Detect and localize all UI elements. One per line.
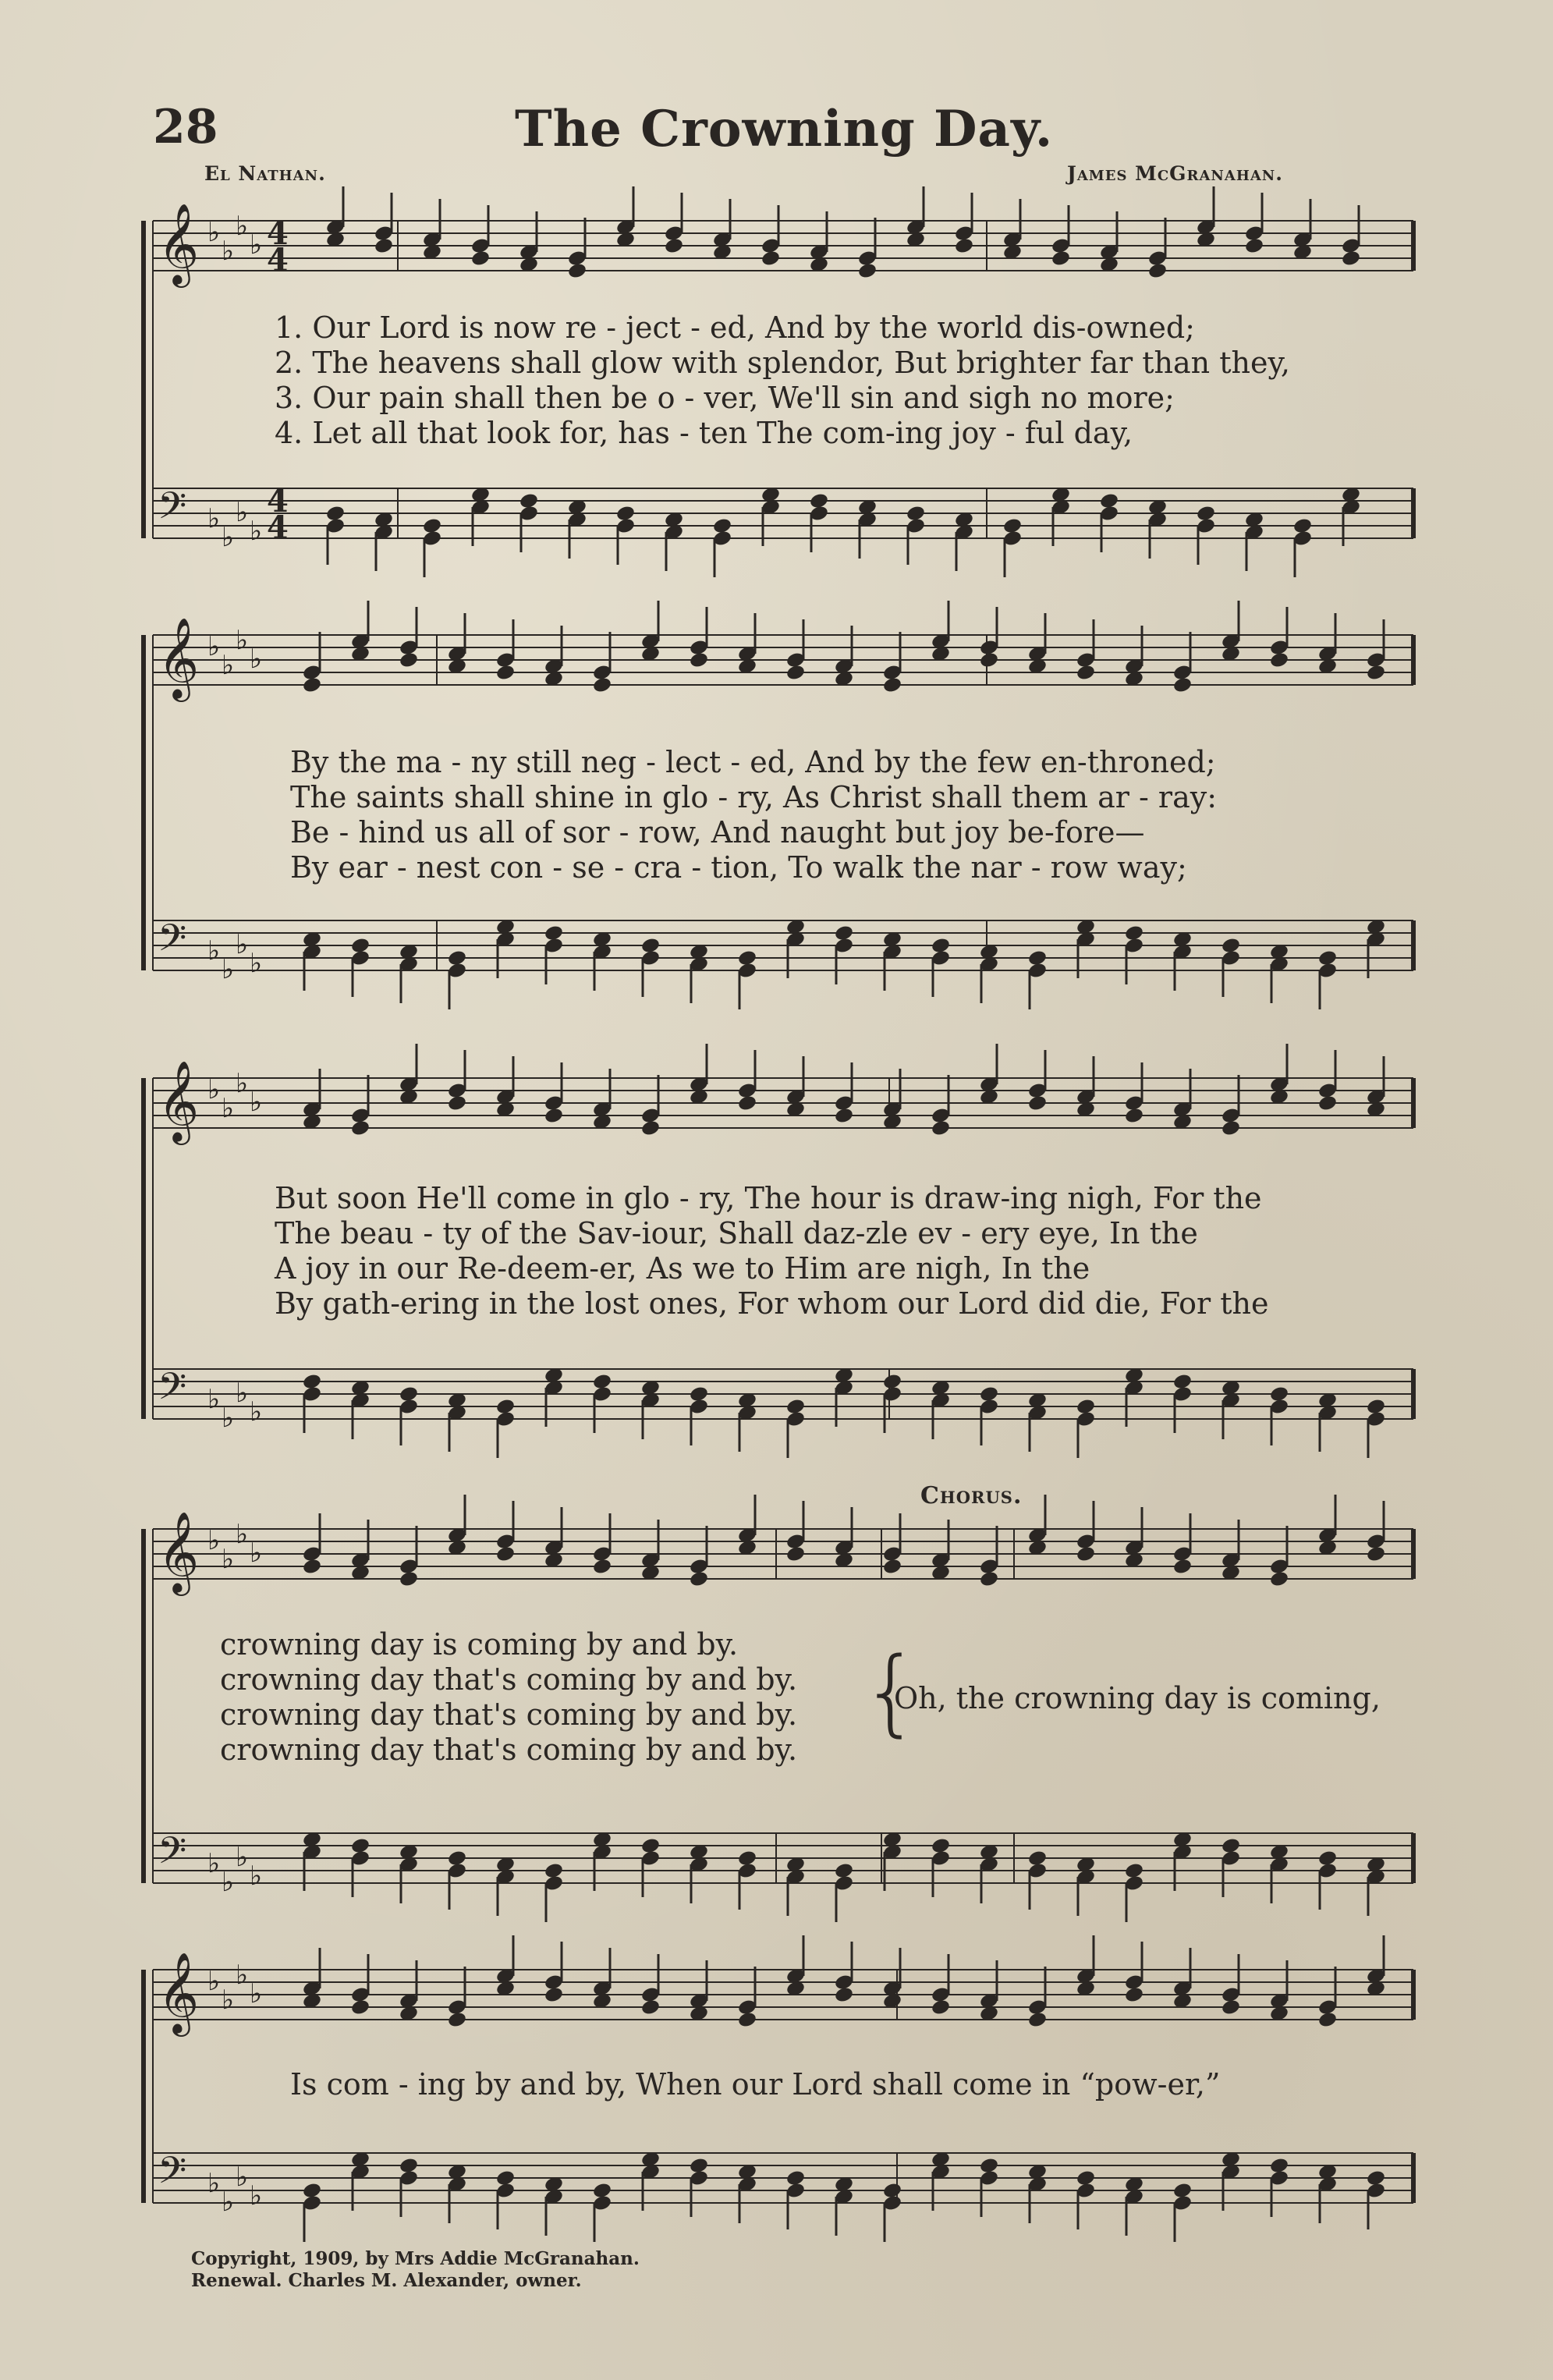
flat-icon: ♭ xyxy=(250,948,263,979)
chorus-line-2: Is com - ing by and by, When our Lord shall come in “pow-er,” xyxy=(290,2067,1221,2102)
copyright-notice xyxy=(191,2248,640,2292)
copyright-line-2: Renewal. Charles M. Alexander, owner. xyxy=(191,2270,582,2291)
treble-clef-icon: 𝄞 xyxy=(158,203,200,285)
lyric-line: 3. Our pain shall then be o - ver, We'll sin and sigh no more; xyxy=(275,381,1175,415)
flat-icon: ♭ xyxy=(250,1396,263,1428)
note-head xyxy=(834,1107,854,1125)
note-head xyxy=(1076,1545,1096,1563)
note-head xyxy=(737,2011,757,2029)
flat-icon: ♭ xyxy=(236,211,249,242)
flat-icon: ♭ xyxy=(236,1068,249,1099)
note-head xyxy=(785,664,806,682)
note-head xyxy=(1341,250,1361,268)
flat-icon: ♭ xyxy=(236,1960,249,1991)
flat-icon: ♭ xyxy=(250,1978,263,2009)
lyric-line: The beau - ty of the Sav-iour, Shall daz-zle ev - ery eye, In the xyxy=(275,1216,1198,1250)
flat-icon: ♭ xyxy=(222,1544,235,1575)
bass-clef-icon: 𝄢 xyxy=(158,1828,187,1882)
treble-clef-icon: 𝄞 xyxy=(158,1952,200,2034)
note-head xyxy=(544,1107,564,1125)
note-head xyxy=(1244,237,1264,255)
hymn-title: The Crowning Day. xyxy=(515,100,1054,158)
flat-icon: ♭ xyxy=(222,236,235,267)
flat-icon: ♭ xyxy=(222,2187,235,2218)
bass-clef-icon: 𝄢 xyxy=(158,484,187,537)
lyric-line: crowning day that's coming by and by. xyxy=(220,1733,798,1767)
note-head xyxy=(1124,1107,1144,1125)
flat-icon: ♭ xyxy=(222,1093,235,1124)
note-head xyxy=(1269,651,1289,669)
treble-clef-icon: 𝄞 xyxy=(158,1060,200,1142)
bass-clef-icon: 𝄢 xyxy=(158,1364,187,1417)
lyric-line: 2. The heavens shall glow with splendor, But brighter far than they, xyxy=(275,346,1290,380)
flat-icon: ♭ xyxy=(222,954,235,985)
note-head xyxy=(737,1094,757,1112)
flat-icon: ♭ xyxy=(250,229,263,261)
flat-icon: ♭ xyxy=(236,1378,249,1409)
note-head xyxy=(931,1119,951,1137)
note-head xyxy=(834,1986,854,2004)
note-head xyxy=(931,1999,951,2016)
flat-icon: ♭ xyxy=(207,1074,221,1105)
lyric-line: crowning day is coming by and by. xyxy=(220,1627,739,1662)
note-head xyxy=(857,262,878,280)
note-head xyxy=(302,1558,322,1576)
lyric-line: By gath-ering in the lost ones, For whom our Lord did die, For the xyxy=(275,1286,1269,1321)
note-head xyxy=(954,237,974,255)
note-head xyxy=(544,1986,564,2004)
note-head xyxy=(1269,1570,1289,1588)
flat-icon: ♭ xyxy=(250,2180,263,2212)
note-head xyxy=(374,237,394,255)
note-head xyxy=(495,1545,516,1563)
note-head xyxy=(447,1094,467,1112)
flat-icon: ♭ xyxy=(250,516,263,547)
lyric-line: But soon He'll come in glo - ry, The hour is draw-ing nigh, For the xyxy=(275,1181,1262,1215)
flat-icon: ♭ xyxy=(222,650,235,681)
chorus-label: Chorus. xyxy=(920,1482,1023,1509)
lyric-line: The saints shall shine in glo - ry, As Christ shall them ar - ray: xyxy=(290,780,1218,814)
flat-icon: ♭ xyxy=(222,522,235,553)
note-head xyxy=(1172,1558,1193,1576)
flat-icon: ♭ xyxy=(207,935,221,967)
note-head xyxy=(1366,1545,1386,1563)
note-head xyxy=(495,664,516,682)
flat-icon: ♭ xyxy=(207,631,221,662)
flat-icon: ♭ xyxy=(236,497,249,528)
hymn-number: 28 xyxy=(153,100,218,154)
flat-icon: ♭ xyxy=(236,929,249,960)
note-head xyxy=(1124,1986,1144,2004)
composer-credit: James McGranahan. xyxy=(1067,162,1283,185)
note-head xyxy=(640,1999,661,2016)
note-head xyxy=(1027,2011,1048,2029)
note-head xyxy=(979,651,999,669)
lyric-line: crowning day that's coming by and by. xyxy=(220,1662,798,1697)
note-head xyxy=(1076,664,1096,682)
lyric-line: crowning day that's coming by and by. xyxy=(220,1697,798,1732)
flat-icon: ♭ xyxy=(250,1087,263,1118)
note-head xyxy=(882,676,902,694)
flat-icon: ♭ xyxy=(222,1403,235,1434)
flat-icon: ♭ xyxy=(236,2162,249,2193)
note-head xyxy=(1366,664,1386,682)
note-head xyxy=(567,262,587,280)
time-signature: 4 xyxy=(267,242,289,278)
note-head xyxy=(1317,1094,1338,1112)
note-head xyxy=(399,1570,419,1588)
lyric-line: A joy in our Re-deem-er, As we to Him are nigh, In the xyxy=(275,1251,1090,1286)
flat-icon: ♭ xyxy=(207,503,221,534)
treble-clef-icon: 𝄞 xyxy=(158,1511,200,1593)
flat-icon: ♭ xyxy=(236,625,249,656)
bass-clef-icon: 𝄢 xyxy=(158,2148,187,2201)
note-head xyxy=(640,1119,661,1137)
flat-icon: ♭ xyxy=(222,1867,235,1898)
note-head xyxy=(689,651,709,669)
note-head xyxy=(1221,1999,1241,2016)
note-head xyxy=(1051,250,1071,268)
lyric-line: 1. Our Lord is now re - ject - ed, And by the world dis-owned; xyxy=(275,310,1195,345)
note-head xyxy=(1172,676,1193,694)
chorus-line-1: Oh, the crowning day is coming, xyxy=(894,1681,1381,1715)
flat-icon: ♭ xyxy=(207,1384,221,1415)
time-signature: 4 xyxy=(267,483,289,520)
note-head xyxy=(761,250,781,268)
note-head xyxy=(785,1545,806,1563)
flat-icon: ♭ xyxy=(222,1985,235,2016)
time-signature: 4 xyxy=(267,215,289,252)
note-head xyxy=(470,250,491,268)
note-head xyxy=(1221,1119,1241,1137)
treble-clef-icon: 𝄞 xyxy=(158,617,200,699)
note-head xyxy=(447,2011,467,2029)
note-head xyxy=(979,1570,999,1588)
flat-icon: ♭ xyxy=(207,1966,221,1997)
lyric-line: Be - hind us all of sor - row, And naught but joy be-fore— xyxy=(290,815,1145,849)
note-head xyxy=(350,1999,371,2016)
note-head xyxy=(689,1570,709,1588)
time-signature: 4 xyxy=(267,509,289,546)
lyric-line: 4. Let all that look for, has - ten The com-ing joy - ful day, xyxy=(275,416,1133,450)
note-head xyxy=(592,1558,612,1576)
note-head xyxy=(882,1558,902,1576)
note-head xyxy=(302,676,322,694)
flat-icon: ♭ xyxy=(207,2168,221,2199)
note-head xyxy=(664,237,684,255)
lyric-line: By the ma - ny still neg - lect - ed, And by the few en-throned; xyxy=(290,745,1216,779)
note-head xyxy=(350,1119,371,1137)
note-head xyxy=(1317,2011,1338,2029)
flat-icon: ♭ xyxy=(236,1519,249,1550)
author-credit: El Nathan. xyxy=(204,162,326,185)
verse-brace: { xyxy=(861,1638,921,1747)
note-head xyxy=(399,651,419,669)
flat-icon: ♭ xyxy=(236,1842,249,1873)
flat-icon: ♭ xyxy=(250,1860,263,1892)
bass-clef-icon: 𝄢 xyxy=(158,916,187,969)
flat-icon: ♭ xyxy=(207,217,221,248)
copyright-line-1: Copyright, 1909, by Mrs Addie McGranahan. xyxy=(191,2248,640,2269)
note-head xyxy=(1147,262,1168,280)
note-head xyxy=(592,676,612,694)
flat-icon: ♭ xyxy=(207,1525,221,1556)
lyric-line: By ear - nest con - se - cra - tion, To walk the nar - row way; xyxy=(290,850,1187,885)
flat-icon: ♭ xyxy=(250,1538,263,1569)
flat-icon: ♭ xyxy=(250,644,263,675)
flat-icon: ♭ xyxy=(207,1848,221,1879)
note-head xyxy=(1027,1094,1048,1112)
